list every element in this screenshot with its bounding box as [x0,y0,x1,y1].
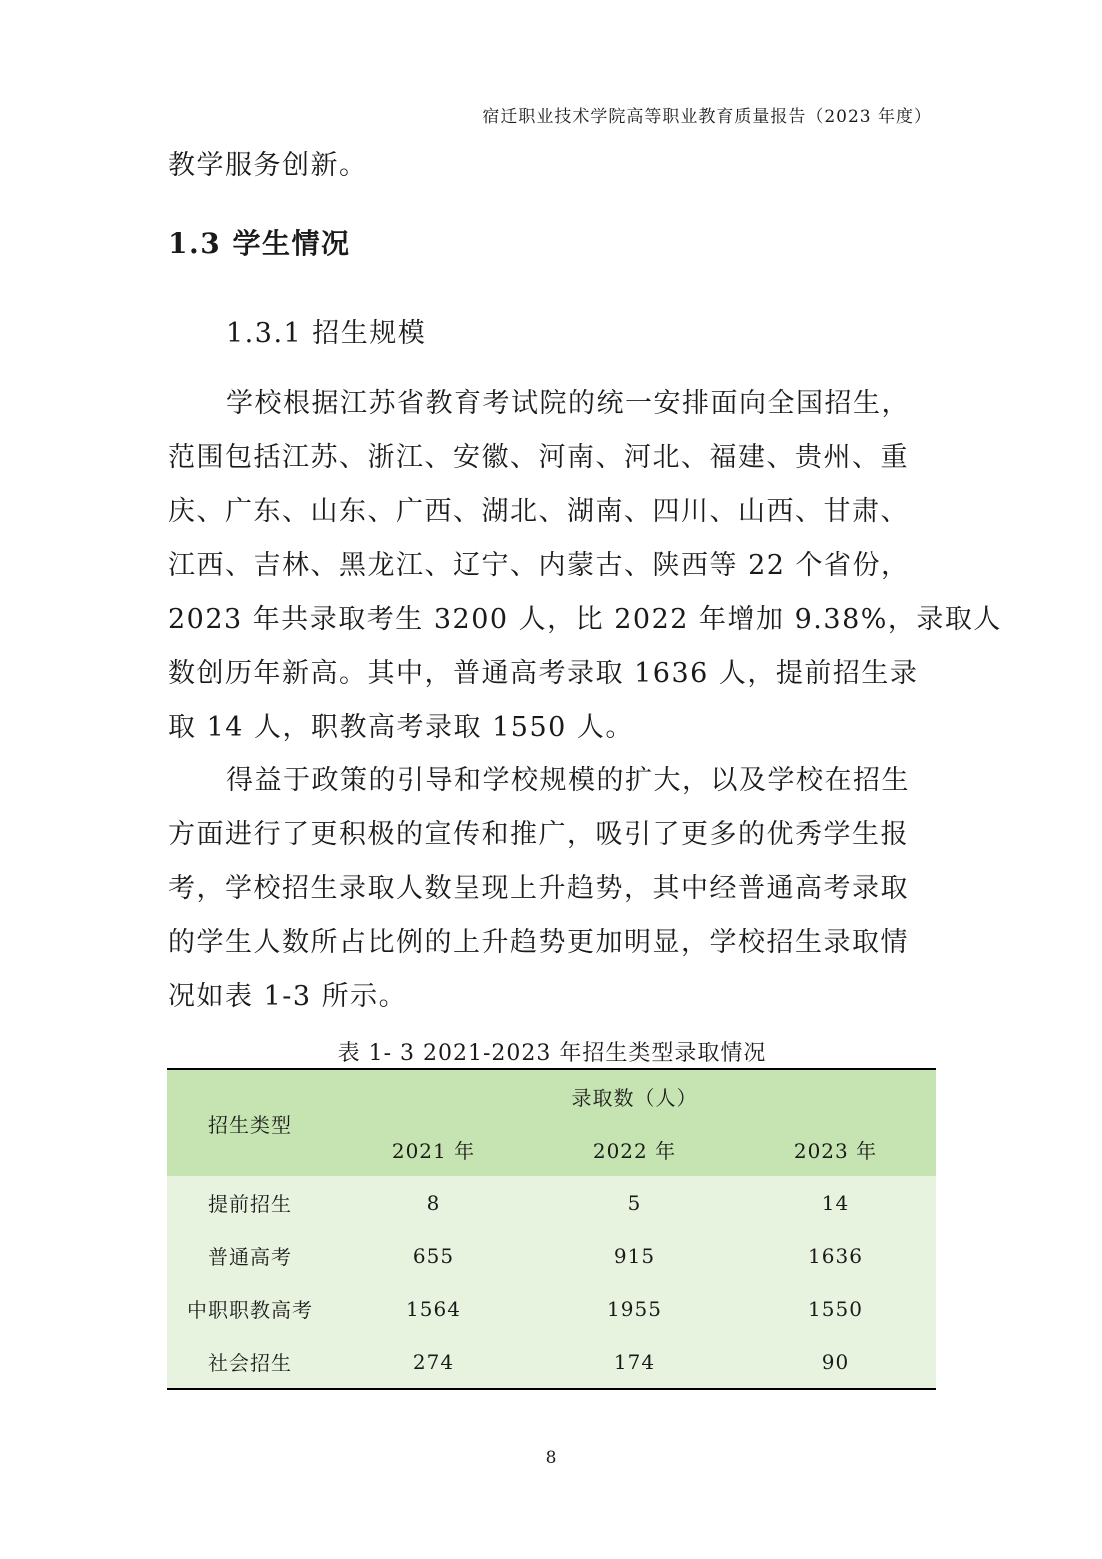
enrollment-type-cell: 社会招生 [208,1351,292,1375]
paragraph-line: 庆、广东、山东、广西、湖北、湖南、四川、山西、甘肃、 [168,496,909,527]
value-cell: 274 [412,1349,455,1374]
table-row [167,1335,936,1389]
table-caption: 表 1- 3 2021-2023 年招生类型录取情况 [337,1041,767,1066]
paragraph-line: 况如表 1-3 所示。 [168,981,408,1012]
subsection-title: 1.3.1 招生规模 [226,318,427,349]
value-cell: 1636 [808,1243,863,1268]
paragraph-line: 2023 年共录取考生 3200 人，比 2022 年增加 9.38%，录取人 [168,604,1002,635]
table-row [167,1176,936,1229]
value-cell: 1550 [808,1296,863,1321]
paragraph-line: 的学生人数所占比例的上升趋势更加明显，学校招生录取情 [168,927,909,958]
paragraph-line: 取 14 人，职教高考录取 1550 人。 [168,712,634,743]
paragraph-line: 考，学校招生录取人数呈现上升趋势，其中经普通高考录取 [168,873,909,904]
value-cell: 90 [821,1349,850,1374]
value-cell: 8 [426,1190,441,1215]
page-number: 8 [545,1448,557,1468]
paragraph-line: 江西、吉林、黑龙江、辽宁、内蒙古、陕西等 22 个省份， [168,550,910,581]
column-header-year: 2023 年 [793,1138,878,1163]
value-cell: 1564 [406,1296,461,1321]
row-header-enrollment-type: 招生类型 [208,1112,292,1137]
value-cell: 915 [613,1243,656,1268]
group-header-admissions: 录取数（人） [571,1085,698,1110]
enrollment-type-cell: 提前招生 [208,1192,292,1216]
paragraph-line: 方面进行了更积极的宣传和推广，吸引了更多的优秀学生报 [168,819,909,850]
paragraph-line: 数创历年新高。其中，普通高考录取 1636 人，提前招生录 [168,658,919,689]
column-header-year: 2022 年 [592,1138,677,1163]
table-row [167,1229,936,1282]
running-header: 宿迁职业技术学院高等职业教育质量报告（2023 年度） [482,107,932,127]
paragraph-line: 范围包括江苏、浙江、安徽、河南、河北、福建、贵州、重 [168,442,909,473]
enrollment-type-cell: 中职职教高考 [187,1298,313,1322]
intro-line: 教学服务创新。 [168,150,368,181]
value-cell: 1955 [607,1296,662,1321]
section-title: 1.3 学生情况 [168,227,351,260]
column-header-year: 2021 年 [391,1138,476,1163]
value-cell: 14 [821,1190,850,1215]
enrollment-table [167,1068,936,1390]
value-cell: 174 [613,1349,656,1374]
value-cell: 5 [627,1190,642,1215]
paragraph-line: 学校根据江苏省教育考试院的统一安排面向全国招生， [226,388,910,419]
paragraph-line: 得益于政策的引导和学校规模的扩大，以及学校在招生 [226,765,910,796]
value-cell: 655 [412,1243,455,1268]
table-row [167,1282,936,1335]
enrollment-type-cell: 普通高考 [208,1245,292,1269]
